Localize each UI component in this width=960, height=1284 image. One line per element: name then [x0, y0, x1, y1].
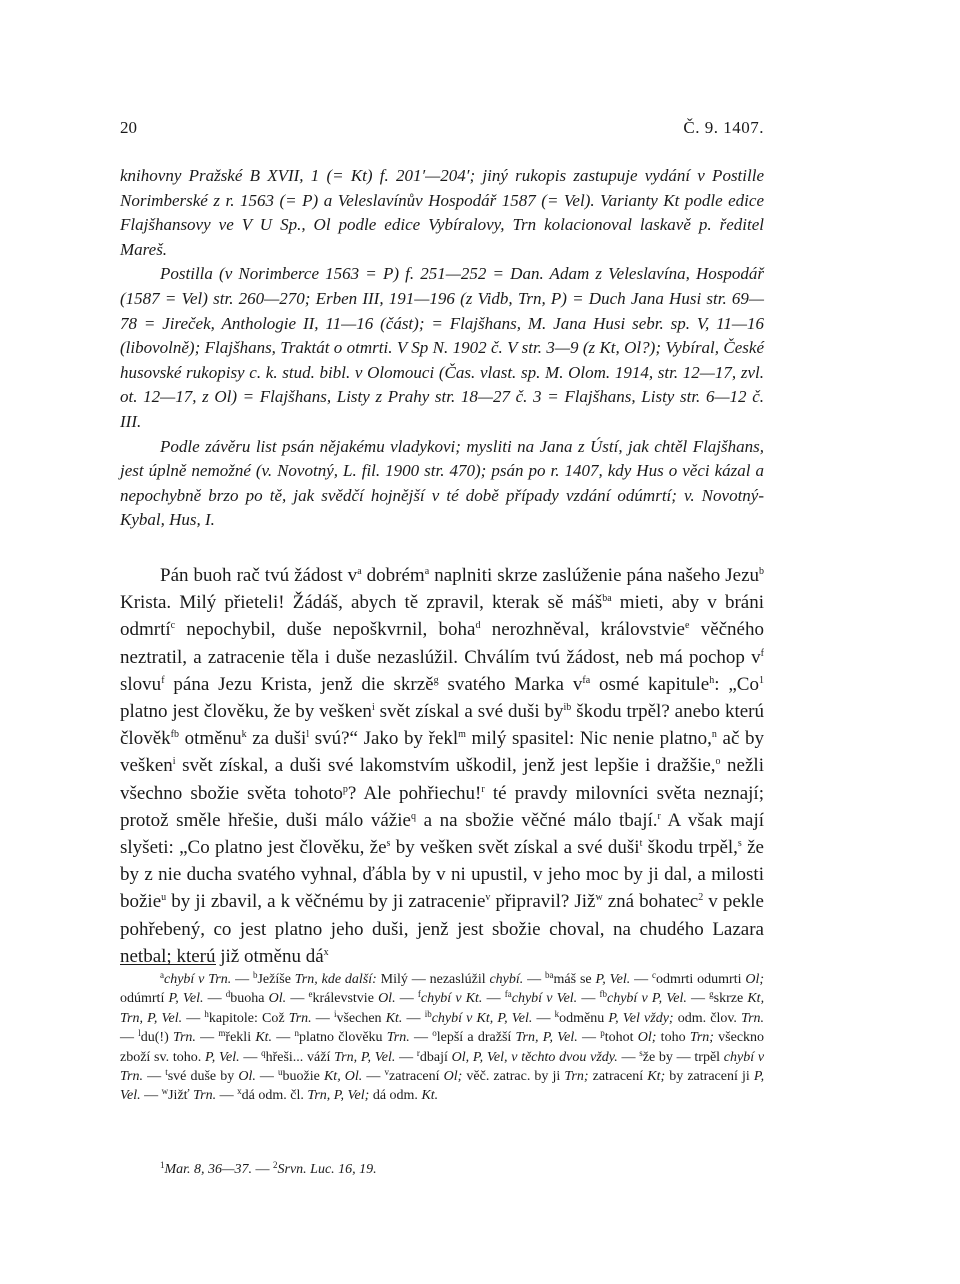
apparatus-notes: $^a$chybí v Trn. — $^b$Ježíše Trn, kde další: Milý — nezaslúžil chybí. — $^{ba}$máš se P, Vel. — $^c$odmrti odumrti Ol; odúmrtí P, Vel. — $^d$buoha Ol. — $^e$králevstvie Ol. — $^f$chybí v Kt. — $^{fa}$chybí v Vel. — $^{fb}$chybí v P, Vel. — $^g$skrze Kt, Trn, P, Vel. — $^h$kapitole: Což Trn. — $^i$všechen Kt. — $^{ib}$chybí v Kt, P, Vel. — $^k$odměnu P, Vel vždy; odm. člov. Trn. — $^l$du(!) Trn. — $^m$řekli Kt. — $^n$platno člověku Trn. — $^o$lepší a dražší Trn, P, Vel. — $^p$tohot Ol; toho Trn; všeckno zboží sv. toho. P, Vel. — $^q$hřeši... váží Trn, P, Vel. — $^r$dbají Ol, P, Vel, v těchto dvou vždy. — $^s$že by — trpěl chybí v Trn. — $^t$své duše by Ol. — $^u$buožie Kt, Ol. — $^v$zatracení Ol; věč. zatrac. by ji Trn; zatracení Kt; by zatracení ji P, Vel. — $^w$Jižť Trn. — $^x$dá odm. čl. Trn, P, Vel; dá odm. Kt.	[120, 970, 765, 1104]
source-ref-1: Mar. 8, 36—37.	[164, 1162, 253, 1177]
intro-paragraph-manuscripts: knihovny Pražské B XVII, 1 (= Kt) f. 201′—204′; jiný rukopis zastupuje vydání v Postille Norimberské z r. 1563 (= P) a Veleslavínův Hospodář 1587 (= Vel). Varianty Kt podle edice Flajšhansovy ve V U Sp., Ol podle edice Vybíralovy, Trn kolacionoval laskavě p. ředitel Mareš.	[120, 166, 764, 259]
critical-apparatus	[120, 970, 764, 1106]
source-ref-2: Srvn. Luc. 16, 19.	[277, 1162, 377, 1177]
page-number: 20	[120, 118, 137, 137]
editorial-introduction	[120, 164, 764, 533]
letter-paragraph: Pán buoh rač tvú žádost $v^a$ dobrém$^a$ naplniti skrze zaslúženie pána našeho Jezu$^b$ Krista. Milý přieteli! Žádáš, abych tě zpravil, kterak sě máš$^{ba}$ mieti, aby v bráni odmrtí$^c$ nepochybil, duše nepoškvrnil, boha$^d$ nerozhněval, královstvie$^e$ věčného neztratil, a zatracenie těla i duše nezaslúžil. Chválím tvú žádost, neb má pochop $v^f$ slovu$^f$ pána Jezu Krista, jenž die skrzě$^g$ svatého Marka $v^{fa}$ osmé kapitule$^h$: „Co$^1$ platno jest člověku, že by vešken$^i$ svět získal a své duši $by^{ib}$ škodu trpěl? anebo kterú člověk$^{fb}$ otměnu$^k$ za duši$^l$ svú?“ Jako by řekl$^m$ milý spasitel: Nic nenie platno,$^n$ ač by vešken$^i$ svět získal, a duši své lakomstvím uškodil, jenž jest lepšie i dražšie,$^o$ nežli všechno sbožie světa tohoto$^p$? Ale pohřiechu!$^r$ té pravdy milovníci světa neznají; protož směle hřešie, duši málo vážie$^q$ a na sbožie věčné málo tbají.$^r$ A však mají slyšeti: „Co platno jest člověku, $že^s$ by vešken svět získal a své duši$^t$ škodu trpěl,$^s$ že by z nie ducha svatého vyhnal, ďábla by v ni upustil, v jeho moc by ji dal, a milosti božie$^u$ by ji zbavil, a k věčnému by ji zatracenie$^v$ připravil? Již$^w$ zná bohatec$^2$ v pekle pohřebený, co jest platno jeho duši, jenž jest sbožie choval, na chudého Lazara netbal; kterú již otměnu $dá^x$	[120, 565, 765, 967]
source-references: $^1$Mar. 8, 36—37. — $^2$Srvn. Luc. 16, 19.	[160, 1160, 377, 1177]
letter-text	[120, 562, 764, 970]
running-head: Č. 9. 1407.	[683, 118, 764, 137]
footnote-divider	[120, 964, 216, 965]
intro-paragraph-editions: Postilla (v Norimberce 1563 = P) f. 251—252 = Dan. Adam z Veleslavína, Hospodář (1587 = Vel) str. 260—270; Erben III, 191—196 (z Vidb, Trn, P) = Duch Jana Husi str. 69—78 = Jireček, Anthologie II, 11—16 (část); = Flajšhans, M. Jana Husi sebr. sp. V, 11—16 (libovolně); Flajšhans, Traktát o otmrti. V Sp N. 1902 č. V str. 3—9 (z Kt, Ol?); Vybíral, České husovské rukopisy c. k. stud. bibl. v Olomouci (Čas. vlast. sp. M. Olom. 1914, str. 12—17, zvl. ot. 12—17, z Ol) = Flajšhans, Listy z Prahy str. 18—27 č. 3 = Flajšhans, Listy str. 6—12 č. III.	[120, 264, 764, 431]
intro-paragraph-dating: Podle závěru list psán nějakému vladykovi; mysliti na Jana z Ústí, jak chtěl Flajšhans, jest úplně nemožné (v. Novotný, L. fil. 1900 str. 470); psán po r. 1407, kdy Hus o věci kázal a nepochybně brzo po tě, jak svědčí hojnější v té době případy vzdání odúmrtí; v. Novotný-Kybal, Hus, I.	[120, 436, 764, 530]
page-header	[120, 118, 764, 142]
